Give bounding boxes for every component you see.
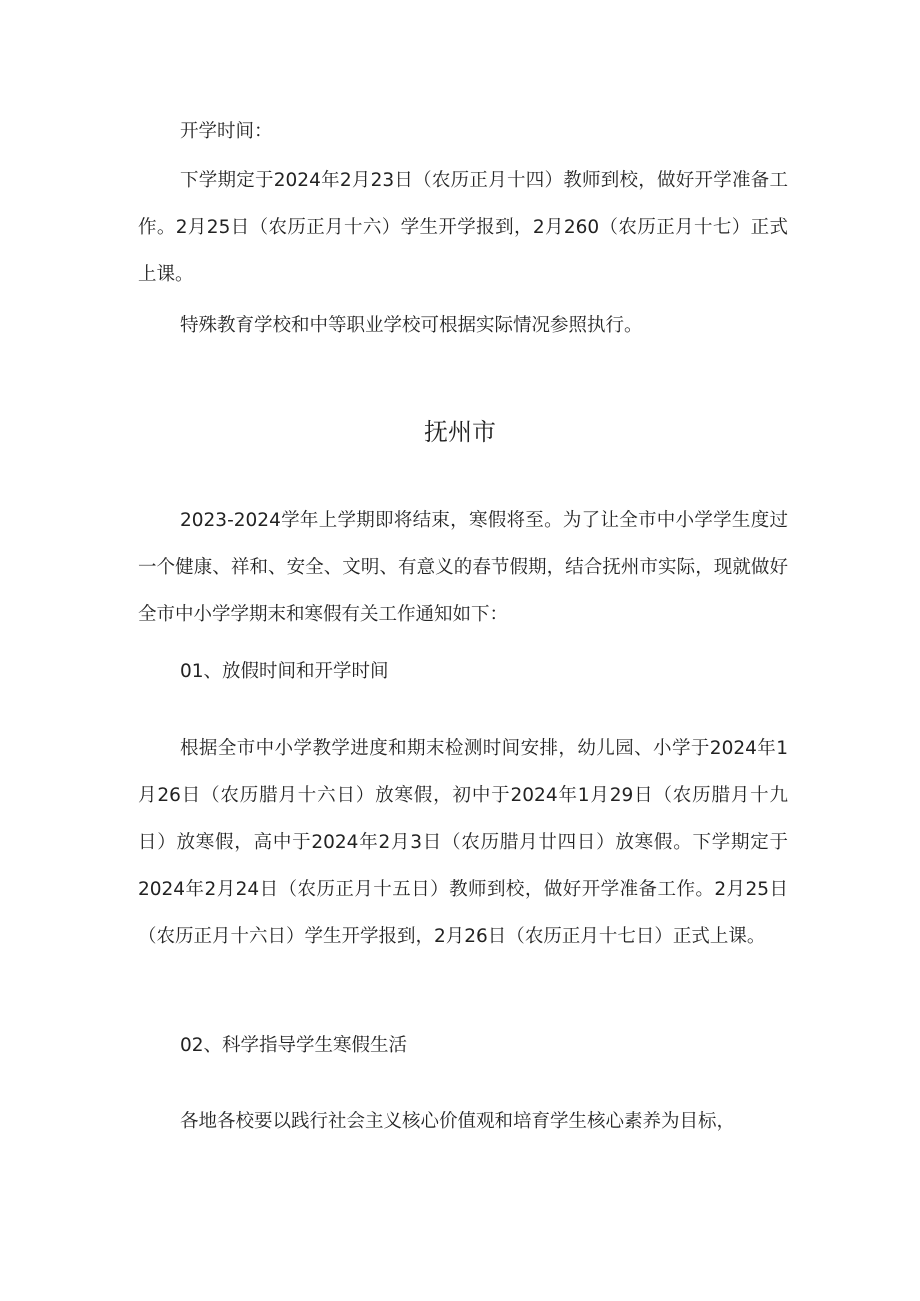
body-01-paragraph: 根据全市中小学教学进度和期末检测时间安排，幼儿园、小学于2024年1月26日（农历腊月十六日）放寒假，初中于2024年1月29日（农历腊月十九日）放寒假，高中于2024年2月3日（农历腊月廿四日）放寒假。下学期定于2024年2月24日（农历正月十五日）教师到校，做好开学准备工作。2月25日（农历正月十六日）学生开学报到，2月26日（农历正月十七日）正式上课。 [138,738,788,947]
body-02-paragraph: 各地各校要以践行社会主义核心价值观和培育学生核心素养为目标， [180,1111,736,1132]
special-schools-note: 特殊教育学校和中等职业学校可根据实际情况参照执行。 [180,315,643,336]
open-time-paragraph: 下学期定于2024年2月23日（农历正月十四）教师到校，做好开学准备工作。2月25日（农历正月十六）学生开学报到，2月260（农历正月十七）正式上课。 [138,170,788,285]
open-time-label: 开学时间： [180,121,273,142]
intro-paragraph: 2023-2024学年上学期即将结束，寒假将至。为了让全市中小学学生度过一个健康、祥和、安全、文明、有意义的春节假期，结合抚州市实际，现就做好全市中小学学期末和寒假有关工作通知如下： [138,510,788,625]
section-title: 抚州市 [424,418,496,446]
heading-01: 01、放假时间和开学时间 [180,661,389,682]
heading-02: 02、科学指导学生寒假生活 [180,1035,408,1056]
